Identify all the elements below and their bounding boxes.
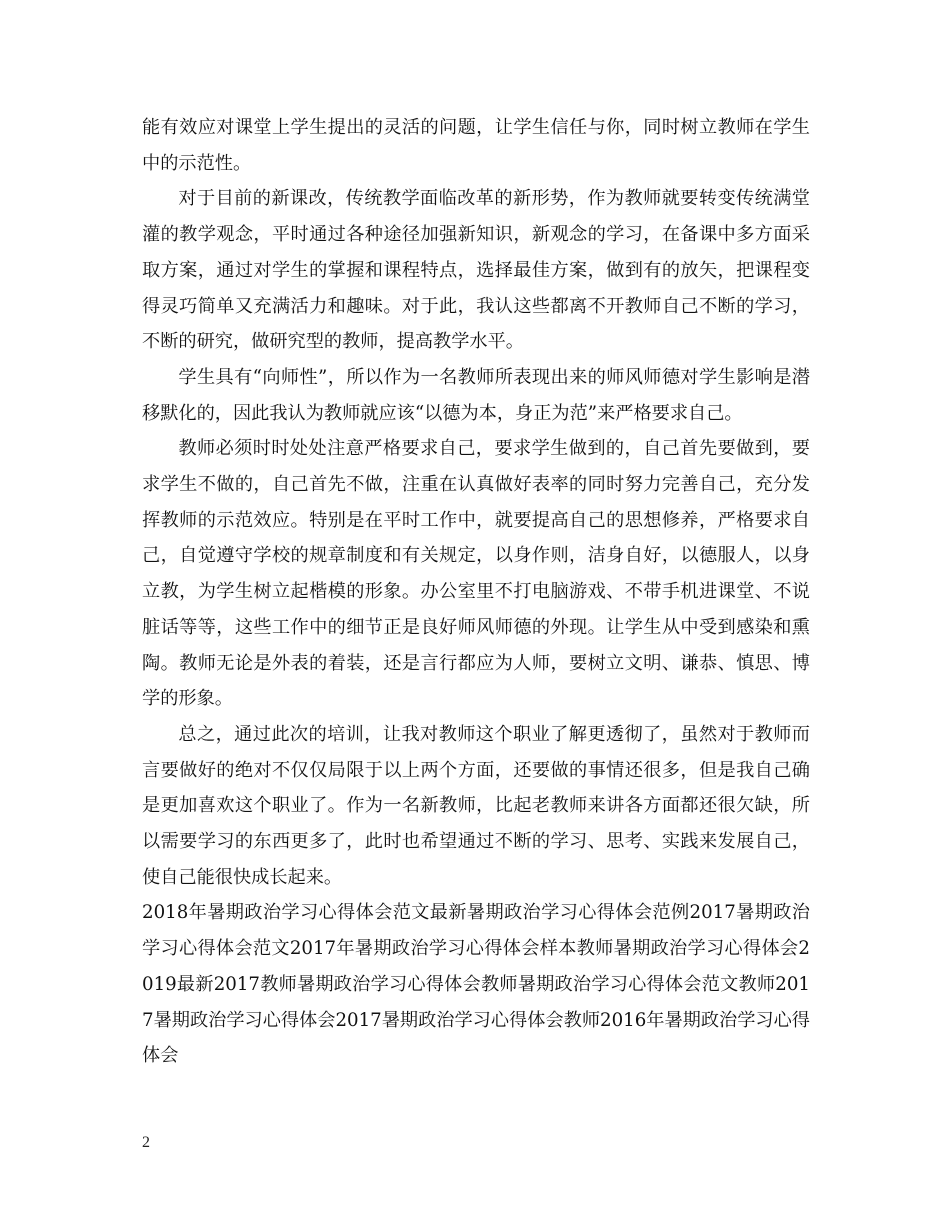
paragraph-3: 学生具有“向师性”，所以作为一名教师所表现出来的师风师德对学生影响是潜移默化的，因此我认为教师就应该“以德为本，身正为范”来严格要求自己。 bbox=[142, 366, 810, 424]
page-number: 2 bbox=[142, 1134, 150, 1151]
related-title: 最新2017教师暑期政治学习心得体会 bbox=[176, 973, 481, 995]
paragraph-2: 对于目前的新课改，传统教学面临改革的新形势，作为教师就要转变传统满堂灌的教学观念，平时通过各种途径加强新知识，新观念的学习，在备课中多方面采取方案，通过对学生的掌握和课程特点，选择最佳方案，做到有的放矢，把课程变得灵巧简单又充满活力和趣味。对于此，我认这些都离不开教师自己不断的学习，不断的研究，做研究型的教师，提高教学水平。 bbox=[142, 188, 810, 353]
related-title: 2017暑期政治学习心得体会 bbox=[335, 1009, 564, 1031]
document-body bbox=[142, 110, 810, 1074]
related-title: 2017暑期政治学习心得体会范文 bbox=[142, 902, 810, 960]
related-title: 2018年暑期政治学习心得体会范文 bbox=[142, 902, 430, 924]
paragraph-4: 教师必须时时处处注意严格要求自己，要求学生做到的，自己首先要做到，要求学生不做的，自己首先不做，注重在认真做好表率的同时努力完善自己，充分发挥教师的示范效应。特别是在平时工作中，就要提高自己的思想修养，严格要求自己，自觉遵守学校的规章制度和有关规定，以身作则，洁身自好，以德服人，以身立教，为学生树立起楷模的形象。办公室里不打电脑游戏、不带手机进课堂、不说脏话等等，这些工作中的细节正是良好师风师德的外现。让学生从中受到感染和熏陶。教师无论是外表的着装，还是言行都应为人师，要树立文明、谦恭、慎思、博学的形象。 bbox=[142, 438, 810, 710]
related-title: 教师2017暑期政治学习心得体会 bbox=[142, 973, 810, 1031]
paragraph-1: 能有效应对课堂上学生提出的灵活的问题，让学生信任与你，同时树立教师在学生中的示范性。 bbox=[142, 117, 810, 174]
paragraph-5: 总之，通过此次的培训，让我对教师这个职业了解更透彻了，虽然对于教师而言要做好的绝对不仅仅局限于以上两个方面，还要做的事情还很多，但是我自己确是更加喜欢这个职业了。作为一名新教师，比起老教师来讲各方面都还很欠缺，所以需要学习的东西更多了，此时也希望通过不断的学习、思考、实践来发展自己，使自己能很快成长起来。 bbox=[142, 723, 810, 888]
related-title: 教师2016年暑期政治学习心得体会 bbox=[142, 1009, 810, 1067]
related-title: 教师暑期政治学习心得体会范文 bbox=[480, 973, 739, 995]
related-titles bbox=[142, 895, 810, 1074]
related-title: 教师暑期政治学习心得体会2019 bbox=[142, 938, 810, 995]
related-title: 2017年暑期政治学习心得体会样本 bbox=[289, 938, 577, 960]
related-title: 最新暑期政治学习心得体会范例 bbox=[429, 902, 690, 924]
